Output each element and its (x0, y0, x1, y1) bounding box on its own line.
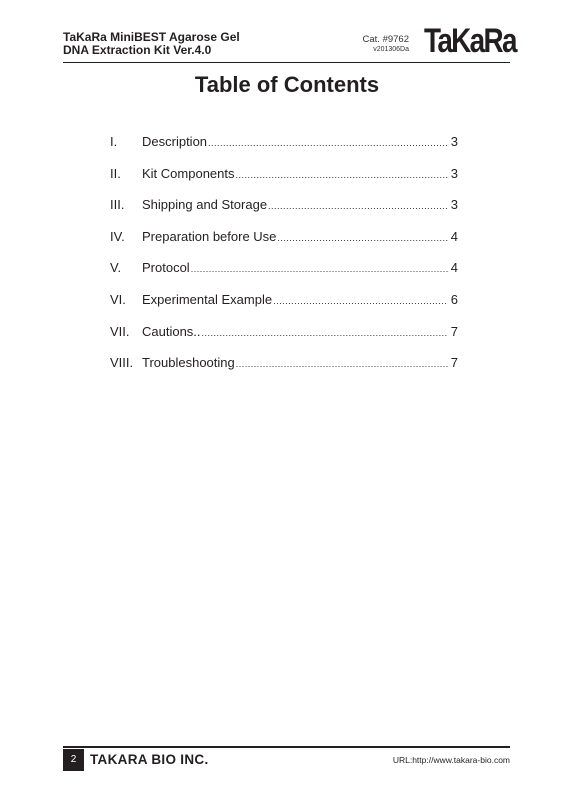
toc-dot-leader (268, 201, 448, 211)
document-title (63, 31, 240, 57)
header-divider (63, 62, 510, 63)
toc-entry-page: 3 (450, 165, 458, 181)
toc-dot-leader (273, 296, 448, 306)
toc-entry-number: VI. (110, 291, 126, 307)
toc-entry[interactable] (110, 324, 458, 356)
toc-entry-label: Cautions.. (142, 323, 201, 339)
toc-entry-number: V. (110, 260, 122, 276)
company-name: TAKARA BIO INC. (90, 752, 209, 767)
toc-dot-leader (208, 138, 448, 148)
toc-dot-leader (277, 233, 447, 243)
toc-entry-page: 4 (450, 260, 458, 276)
toc-entry[interactable] (110, 260, 458, 292)
footer-divider (63, 746, 510, 748)
toc-entry-label: Description (142, 134, 208, 149)
toc-entry-page: 6 (450, 291, 458, 307)
document-title-line-1: TaKaRa MiniBEST Agarose Gel (63, 30, 240, 44)
toc-entry-label: Experimental Example (142, 291, 273, 307)
toc-dot-leader (202, 328, 448, 338)
toc-entry-number: VIII. (110, 355, 134, 371)
toc-entry-page: 4 (450, 228, 458, 244)
page-number: 2 (63, 749, 84, 771)
website-url: URL:http://www.takara-bio.com (392, 755, 510, 765)
toc-dot-leader (236, 170, 448, 180)
toc-dot-leader (191, 264, 448, 274)
takara-logo: TaKaRa (424, 22, 516, 60)
toc-entry-number: III. (110, 197, 125, 213)
toc-entry-page: 3 (450, 197, 458, 213)
document-title-line-2: DNA Extraction Kit Ver.4.0 (63, 43, 212, 57)
toc-entry[interactable] (110, 197, 458, 229)
toc-entry-number: VII. (110, 323, 130, 339)
catalog-number: Cat. #9762 (362, 34, 409, 45)
toc-entry-page: 7 (450, 355, 458, 371)
toc-entry[interactable] (110, 166, 458, 198)
toc-entry-number: II. (110, 165, 121, 181)
toc-entry-page: 7 (450, 323, 458, 339)
catalog-info (343, 34, 409, 54)
toc-dot-leader (236, 359, 448, 369)
toc-entry-label: Preparation before Use (142, 228, 277, 244)
toc-entry-number: IV. (110, 228, 125, 244)
toc-entry[interactable] (110, 229, 458, 261)
page-title: Table of Contents (194, 72, 380, 97)
toc-entry[interactable] (110, 134, 458, 166)
toc-entry[interactable] (110, 292, 458, 324)
toc-entry-label: Troubleshooting (142, 355, 235, 371)
table-of-contents (110, 134, 458, 387)
toc-entry-label: Kit Components (142, 165, 235, 181)
version-code: v201306Da (373, 46, 409, 53)
toc-entry[interactable] (110, 355, 458, 387)
toc-entry-label: Protocol (142, 260, 190, 276)
toc-entry-number: I. (110, 134, 118, 149)
toc-entry-label: Shipping and Storage (142, 197, 268, 213)
toc-entry-page: 3 (450, 134, 458, 149)
